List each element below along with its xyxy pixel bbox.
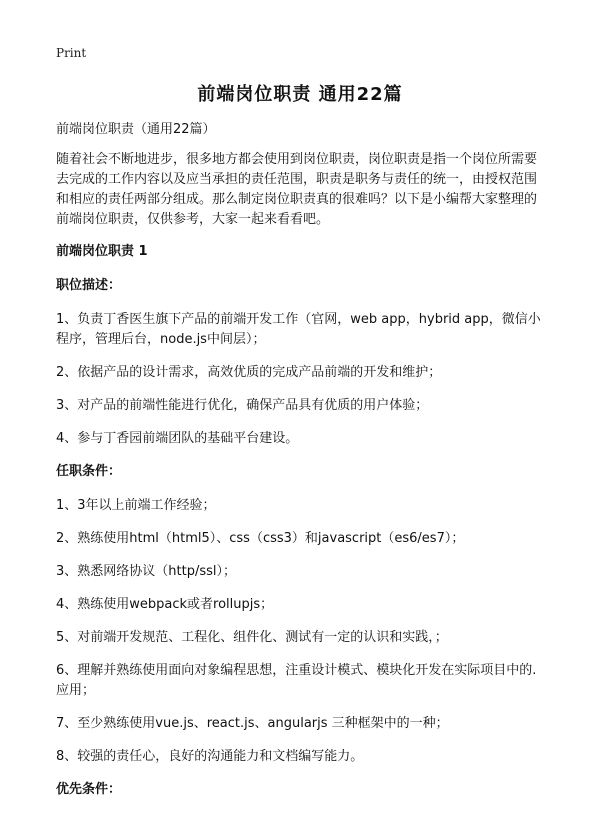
job-desc-item: 4、参与丁香园前端团队的基础平台建设。	[56, 431, 299, 446]
requirement-item: 6、理解并熟练使用面向对象编程思想，注重设计模式、模块化开发在实际项目中的.应用；	[56, 663, 537, 698]
requirement-item: 8、较强的责任心，良好的沟通能力和文档编写能力。	[56, 749, 364, 764]
print-label: Print	[56, 46, 87, 60]
document-title: 前端岗位职责 通用22篇	[197, 84, 403, 105]
job-desc-item: 3、对产品的前端性能进行优化，确保产品具有优质的用户体验；	[56, 398, 429, 413]
document-subtitle: 前端岗位职责（通用22篇）	[56, 122, 216, 137]
requirement-item: 2、熟练使用html（html5）、css（css3）和javascript（es6/es7）；	[56, 531, 465, 546]
requirement-item: 4、熟练使用webpack或者rollupjs；	[56, 597, 274, 612]
requirement-item: 3、熟悉网络协议（http/ssl）；	[56, 564, 236, 579]
requirement-item: 5、对前端开发规范、工程化、组件化、测试有一定的认识和实践，；	[56, 630, 448, 645]
requirements-heading: 任职条件：	[56, 464, 122, 479]
job-desc-item: 1、负责丁香医生旗下产品的前端开发工作（官网，web app，hybrid app，微信小程序，管理后台，node.js中间层）；	[56, 312, 541, 347]
requirement-item: 7、至少熟练使用vue.js、react.js、angularjs 三种框架中的一种；	[56, 716, 449, 731]
job-description-heading: 职位描述：	[56, 278, 122, 293]
intro-paragraph: 随着社会不断地进步，很多地方都会使用到岗位职责，岗位职责是指一个岗位所需要去完成的工作内容以及应当承担的责任范围，职责是职务与责任的统一，由授权范围和相应的责任两部分组成。那么制定岗位职责真的很难吗？以下是小编帮大家整理的前端岗位职责，仅供参考，大家一起来看看吧。	[56, 152, 538, 227]
preferred-heading: 优先条件：	[56, 782, 122, 797]
requirement-item: 1、3年以上前端工作经验；	[56, 498, 216, 513]
document-body	[56, 120, 548, 814]
job-desc-item: 2、依据产品的设计需求，高效优质的完成产品前端的开发和维护；	[56, 365, 442, 380]
section-heading-1: 前端岗位职责 1	[56, 244, 148, 259]
